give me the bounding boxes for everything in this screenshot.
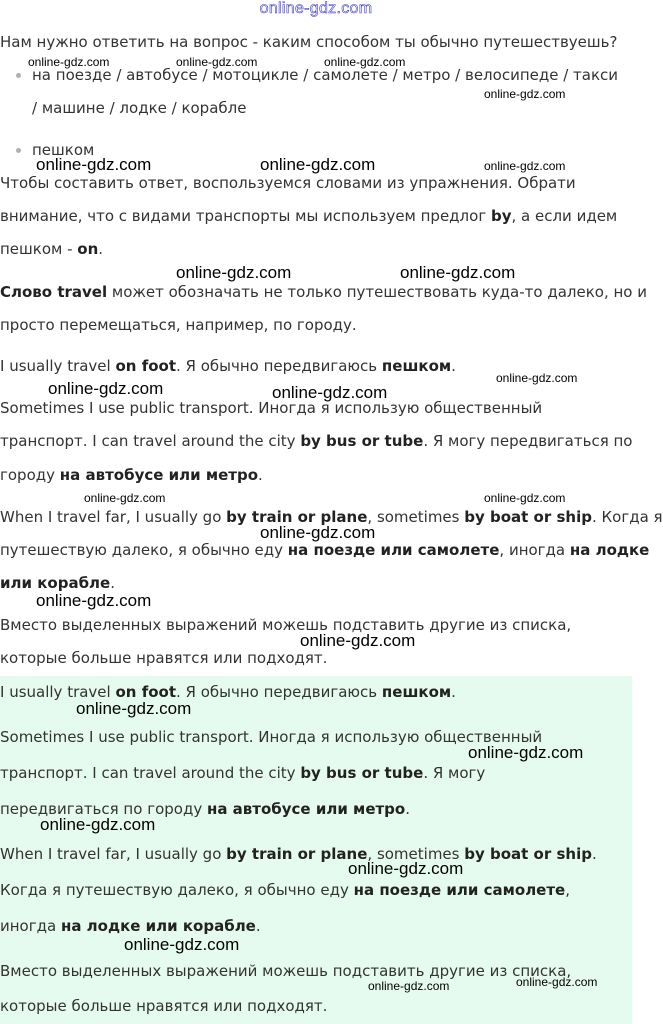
bullet-marker <box>16 73 21 78</box>
watermark: online-gdz.com <box>48 379 164 398</box>
watermark: online-gdz.com <box>400 263 516 282</box>
watermark: online-gdz.com <box>84 491 166 505</box>
site-logo: online-gdz.com <box>259 0 373 17</box>
answer-line: I usually travel on foot. Я обычно передвигаюсь пешком. <box>0 683 456 701</box>
watermark: online-gdz.com <box>260 155 376 174</box>
bullet-marker <box>16 148 21 153</box>
watermark: online-gdz.com <box>368 979 450 993</box>
bullet-item-transport: на поезде / автобусе / мотоцикле / самолете / метро / велосипеде / такси <box>32 66 619 84</box>
watermark: online-gdz.com <box>176 263 292 282</box>
explain-line: Слово travel может обозначать не только путешествовать куда-то далеко, но и <box>0 283 647 301</box>
example-line: или корабле. <box>0 574 115 592</box>
watermark: online-gdz.com <box>516 975 598 989</box>
watermark: online-gdz.com <box>484 159 566 173</box>
watermark: online-gdz.com <box>28 55 110 69</box>
watermark: online-gdz.com <box>272 383 388 402</box>
example-line: которые больше нравятся или подходят. <box>0 649 328 667</box>
answer-line: передвигаться по городу на автобусе или метро. <box>0 800 411 818</box>
answer-line: When I travel far, I usually go by train or plane, sometimes by boat or ship. <box>0 845 597 863</box>
explain-line: пешком - on. <box>0 240 104 258</box>
explain-line: внимание, что с видами транспорты мы используем предлог by, а если идем <box>0 207 618 225</box>
watermark: online-gdz.com <box>300 631 416 650</box>
bullet-item-foot: пешком <box>32 141 95 159</box>
example-line: Вместо выделенных выражений можешь подставить другие из списка, <box>0 616 572 634</box>
watermark: online-gdz.com <box>260 523 376 542</box>
answer-line: Когда я путешествую далеко, я обычно еду на поезде или самолете, <box>0 881 571 899</box>
answer-line: которые больше нравятся или подходят. <box>0 997 328 1015</box>
watermark: online-gdz.com <box>484 491 566 505</box>
bullet-item-transport-cont: / машине / лодке / корабле <box>32 99 247 117</box>
watermark: online-gdz.com <box>40 815 156 834</box>
explain-line: просто перемещаться, например, по городу. <box>0 316 357 334</box>
example-line: I usually travel on foot. Я обычно передвигаюсь пешком. <box>0 357 456 375</box>
answer-line: транспорт. I can travel around the city by bus or tube. Я могу <box>0 764 486 782</box>
watermark: online-gdz.com <box>36 591 152 610</box>
watermark: online-gdz.com <box>496 371 578 385</box>
watermark: online-gdz.com <box>76 699 192 718</box>
answer-line: Sometimes I use public transport. Иногда я использую общественный <box>0 728 543 746</box>
watermark: online-gdz.com <box>36 155 152 174</box>
watermark: online-gdz.com <box>484 87 566 101</box>
watermark: online-gdz.com <box>348 859 464 878</box>
example-line: путешествую далеко, я обычно еду на поезде или самолете, иногда на лодке <box>0 541 650 559</box>
answer-line: Вместо выделенных выражений можешь подставить другие из списка, <box>0 962 572 980</box>
explain-line: Чтобы составить ответ, воспользуемся словами из упражнения. Обрати <box>0 174 576 192</box>
watermark: online-gdz.com <box>324 55 406 69</box>
watermark: online-gdz.com <box>468 743 584 762</box>
question-text: Нам нужно ответить на вопрос - каким способом ты обычно путешествуешь? <box>0 33 618 51</box>
watermark: online-gdz.com <box>176 55 258 69</box>
answer-line: иногда на лодке или корабле. <box>0 917 261 935</box>
example-line: Sometimes I use public transport. Иногда я использую общественный <box>0 399 543 417</box>
example-line: городу на автобусе или метро. <box>0 466 263 484</box>
example-line: транспорт. I can travel around the city by bus or tube. Я могу передвигаться по <box>0 432 633 450</box>
watermark: online-gdz.com <box>124 935 240 954</box>
example-line: When I travel far, I usually go by train or plane, sometimes by boat or ship. Когда я <box>0 508 663 526</box>
